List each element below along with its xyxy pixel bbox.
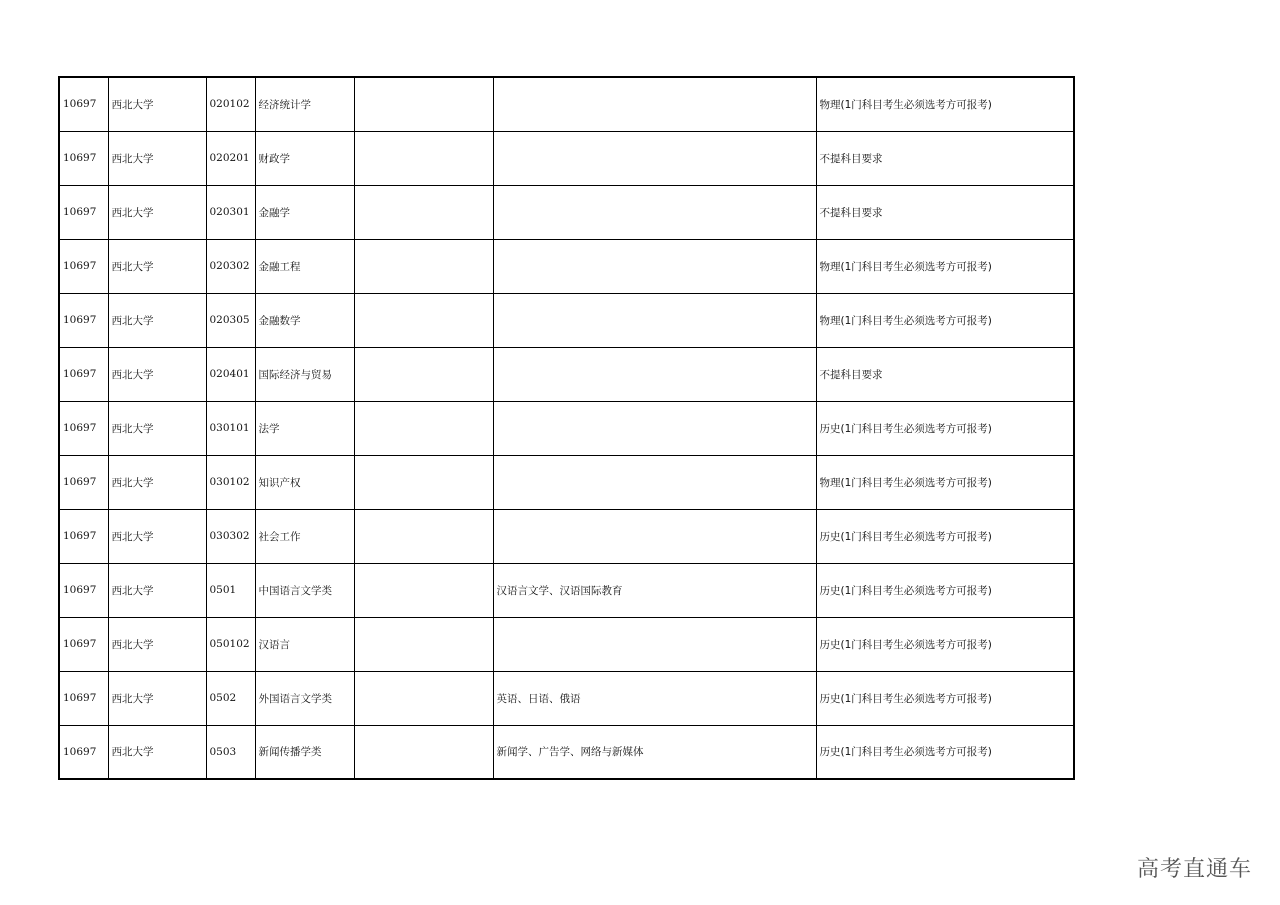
included-majors-cell: [493, 239, 816, 293]
major-name-cell: 法学: [255, 401, 354, 455]
major-name-cell: 新闻传播学类: [255, 725, 354, 779]
table-row: [59, 725, 1074, 779]
major-name-cell: 社会工作: [255, 509, 354, 563]
included-majors-cell: [493, 77, 816, 131]
table-row: [59, 293, 1074, 347]
included-majors-cell: [493, 347, 816, 401]
included-majors-cell: 新闻学、广告学、网络与新媒体: [493, 725, 816, 779]
note-cell: [354, 509, 493, 563]
subject-requirement-cell: 不提科目要求: [816, 131, 1074, 185]
note-cell: [354, 293, 493, 347]
subject-requirement-table: [58, 76, 1075, 780]
major-code-cell: 020102: [206, 77, 255, 131]
school-name-cell: 西北大学: [108, 239, 206, 293]
included-majors-cell: [493, 293, 816, 347]
subject-requirement-cell: 物理(1门科目考生必须选考方可报考): [816, 293, 1074, 347]
table-row: [59, 185, 1074, 239]
subject-requirement-cell: 历史(1门科目考生必须选考方可报考): [816, 401, 1074, 455]
note-cell: [354, 77, 493, 131]
school-code-cell: 10697: [59, 401, 108, 455]
school-name-cell: 西北大学: [108, 725, 206, 779]
school-name-cell: 西北大学: [108, 563, 206, 617]
school-code-cell: 10697: [59, 563, 108, 617]
subject-requirement-cell: 物理(1门科目考生必须选考方可报考): [816, 77, 1074, 131]
school-name-cell: 西北大学: [108, 455, 206, 509]
school-code-cell: 10697: [59, 131, 108, 185]
major-code-cell: 0503: [206, 725, 255, 779]
school-name-cell: 西北大学: [108, 671, 206, 725]
note-cell: [354, 239, 493, 293]
included-majors-cell: [493, 509, 816, 563]
table-row: [59, 563, 1074, 617]
major-code-cell: 020302: [206, 239, 255, 293]
included-majors-cell: [493, 185, 816, 239]
note-cell: [354, 401, 493, 455]
major-code-cell: 0501: [206, 563, 255, 617]
table-row: [59, 617, 1074, 671]
school-code-cell: 10697: [59, 185, 108, 239]
school-name-cell: 西北大学: [108, 401, 206, 455]
school-code-cell: 10697: [59, 725, 108, 779]
school-name-cell: 西北大学: [108, 347, 206, 401]
note-cell: [354, 131, 493, 185]
school-name-cell: 西北大学: [108, 77, 206, 131]
included-majors-cell: [493, 455, 816, 509]
subject-requirement-cell: 历史(1门科目考生必须选考方可报考): [816, 725, 1074, 779]
included-majors-cell: [493, 617, 816, 671]
table-body: [59, 77, 1074, 779]
major-name-cell: 金融数学: [255, 293, 354, 347]
school-code-cell: 10697: [59, 239, 108, 293]
included-majors-cell: [493, 131, 816, 185]
major-name-cell: 金融学: [255, 185, 354, 239]
major-name-cell: 经济统计学: [255, 77, 354, 131]
school-name-cell: 西北大学: [108, 293, 206, 347]
major-name-cell: 外国语言文学类: [255, 671, 354, 725]
major-name-cell: 知识产权: [255, 455, 354, 509]
included-majors-cell: [493, 401, 816, 455]
note-cell: [354, 725, 493, 779]
note-cell: [354, 347, 493, 401]
major-code-cell: 020301: [206, 185, 255, 239]
table-row: [59, 401, 1074, 455]
note-cell: [354, 617, 493, 671]
major-code-cell: 030101: [206, 401, 255, 455]
note-cell: [354, 185, 493, 239]
major-name-cell: 中国语言文学类: [255, 563, 354, 617]
school-code-cell: 10697: [59, 671, 108, 725]
school-code-cell: 10697: [59, 77, 108, 131]
included-majors-cell: 汉语言文学、汉语国际教育: [493, 563, 816, 617]
school-code-cell: 10697: [59, 617, 108, 671]
table-row: [59, 77, 1074, 131]
major-name-cell: 汉语言: [255, 617, 354, 671]
school-code-cell: 10697: [59, 455, 108, 509]
subject-requirement-cell: 不提科目要求: [816, 185, 1074, 239]
subject-requirement-cell: 历史(1门科目考生必须选考方可报考): [816, 563, 1074, 617]
school-code-cell: 10697: [59, 293, 108, 347]
subject-requirement-cell: 不提科目要求: [816, 347, 1074, 401]
major-code-cell: 020401: [206, 347, 255, 401]
table-row: [59, 347, 1074, 401]
major-code-cell: 050102: [206, 617, 255, 671]
subject-requirement-cell: 历史(1门科目考生必须选考方可报考): [816, 671, 1074, 725]
included-majors-cell: 英语、日语、俄语: [493, 671, 816, 725]
major-code-cell: 030302: [206, 509, 255, 563]
school-name-cell: 西北大学: [108, 617, 206, 671]
major-code-cell: 020201: [206, 131, 255, 185]
major-code-cell: 0502: [206, 671, 255, 725]
table-row: [59, 509, 1074, 563]
major-code-cell: 020305: [206, 293, 255, 347]
table-row: [59, 455, 1074, 509]
major-name-cell: 国际经济与贸易: [255, 347, 354, 401]
table-row: [59, 131, 1074, 185]
watermark-text: 高考直通车: [1136, 857, 1252, 882]
note-cell: [354, 671, 493, 725]
school-code-cell: 10697: [59, 509, 108, 563]
subject-requirement-cell: 历史(1门科目考生必须选考方可报考): [816, 617, 1074, 671]
school-name-cell: 西北大学: [108, 131, 206, 185]
major-code-cell: 030102: [206, 455, 255, 509]
note-cell: [354, 563, 493, 617]
subject-requirement-cell: 物理(1门科目考生必须选考方可报考): [816, 455, 1074, 509]
school-name-cell: 西北大学: [108, 509, 206, 563]
subject-requirement-cell: 历史(1门科目考生必须选考方可报考): [816, 509, 1074, 563]
table-row: [59, 671, 1074, 725]
major-name-cell: 财政学: [255, 131, 354, 185]
school-code-cell: 10697: [59, 347, 108, 401]
subject-requirement-cell: 物理(1门科目考生必须选考方可报考): [816, 239, 1074, 293]
table-row: [59, 239, 1074, 293]
major-name-cell: 金融工程: [255, 239, 354, 293]
school-name-cell: 西北大学: [108, 185, 206, 239]
note-cell: [354, 455, 493, 509]
